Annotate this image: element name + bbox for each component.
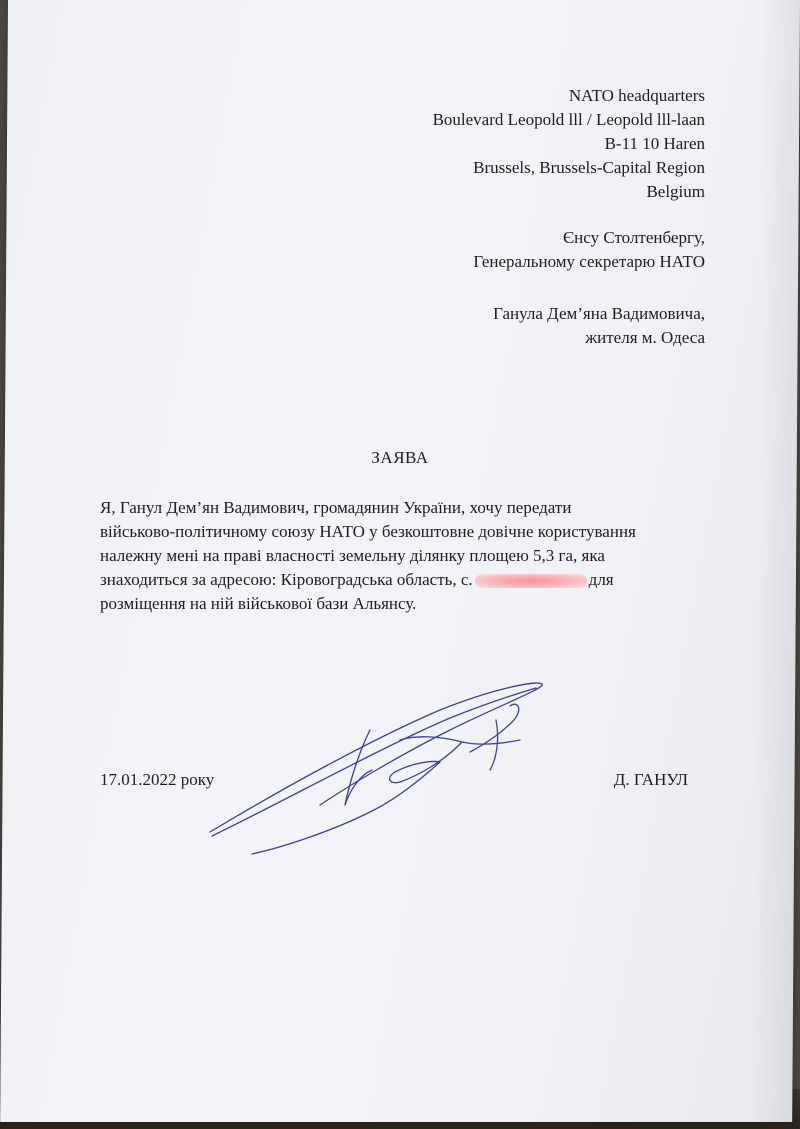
address-line: Brussels, Brussels-Capital Region — [473, 158, 705, 177]
body-line: військово-політичному союзу НАТО у безкоштовне довічне користування — [100, 522, 636, 541]
recipient-address-block — [433, 84, 705, 204]
address-line: Belgium — [646, 182, 705, 201]
body-line — [100, 568, 710, 592]
document-title: ЗАЯВА — [371, 448, 429, 467]
address-line: NATO headquarters — [568, 86, 705, 105]
addressee-line: Єнсу Столтенбергу, — [562, 228, 705, 247]
document-date: 17.01.2022 року — [100, 770, 215, 789]
address-line: Boulevard Leopold lll / Leopold lll-laan — [432, 110, 705, 129]
body-line: розміщення на ній військової бази Альянсу. — [100, 594, 417, 613]
body-line-part: для — [588, 570, 614, 589]
body-line-part: знаходиться за адресою: Кіровоградська область, с. — [100, 570, 473, 589]
handwritten-signature — [200, 670, 560, 860]
redaction-mark — [475, 574, 587, 588]
sender-line: жителя м. Одеса — [585, 328, 705, 347]
address-line: B-11 10 Haren — [604, 134, 705, 153]
addressee-line: Генеральному секретарю НАТО — [473, 252, 705, 271]
page-shadow — [752, 0, 800, 1122]
statement-body — [100, 496, 710, 616]
sender-line: Ганула Дем’яна Вадимовича, — [493, 304, 705, 323]
signatory-name: Д. ГАНУЛ — [613, 770, 688, 789]
body-line: Я, Ганул Дем’ян Вадимович, громадянин України, хочу передати — [100, 498, 572, 517]
addressee-block — [473, 226, 705, 274]
body-line: належну мені на праві власності земельну ділянку площею 5,3 га, яка — [100, 546, 605, 565]
sender-block — [493, 302, 705, 350]
